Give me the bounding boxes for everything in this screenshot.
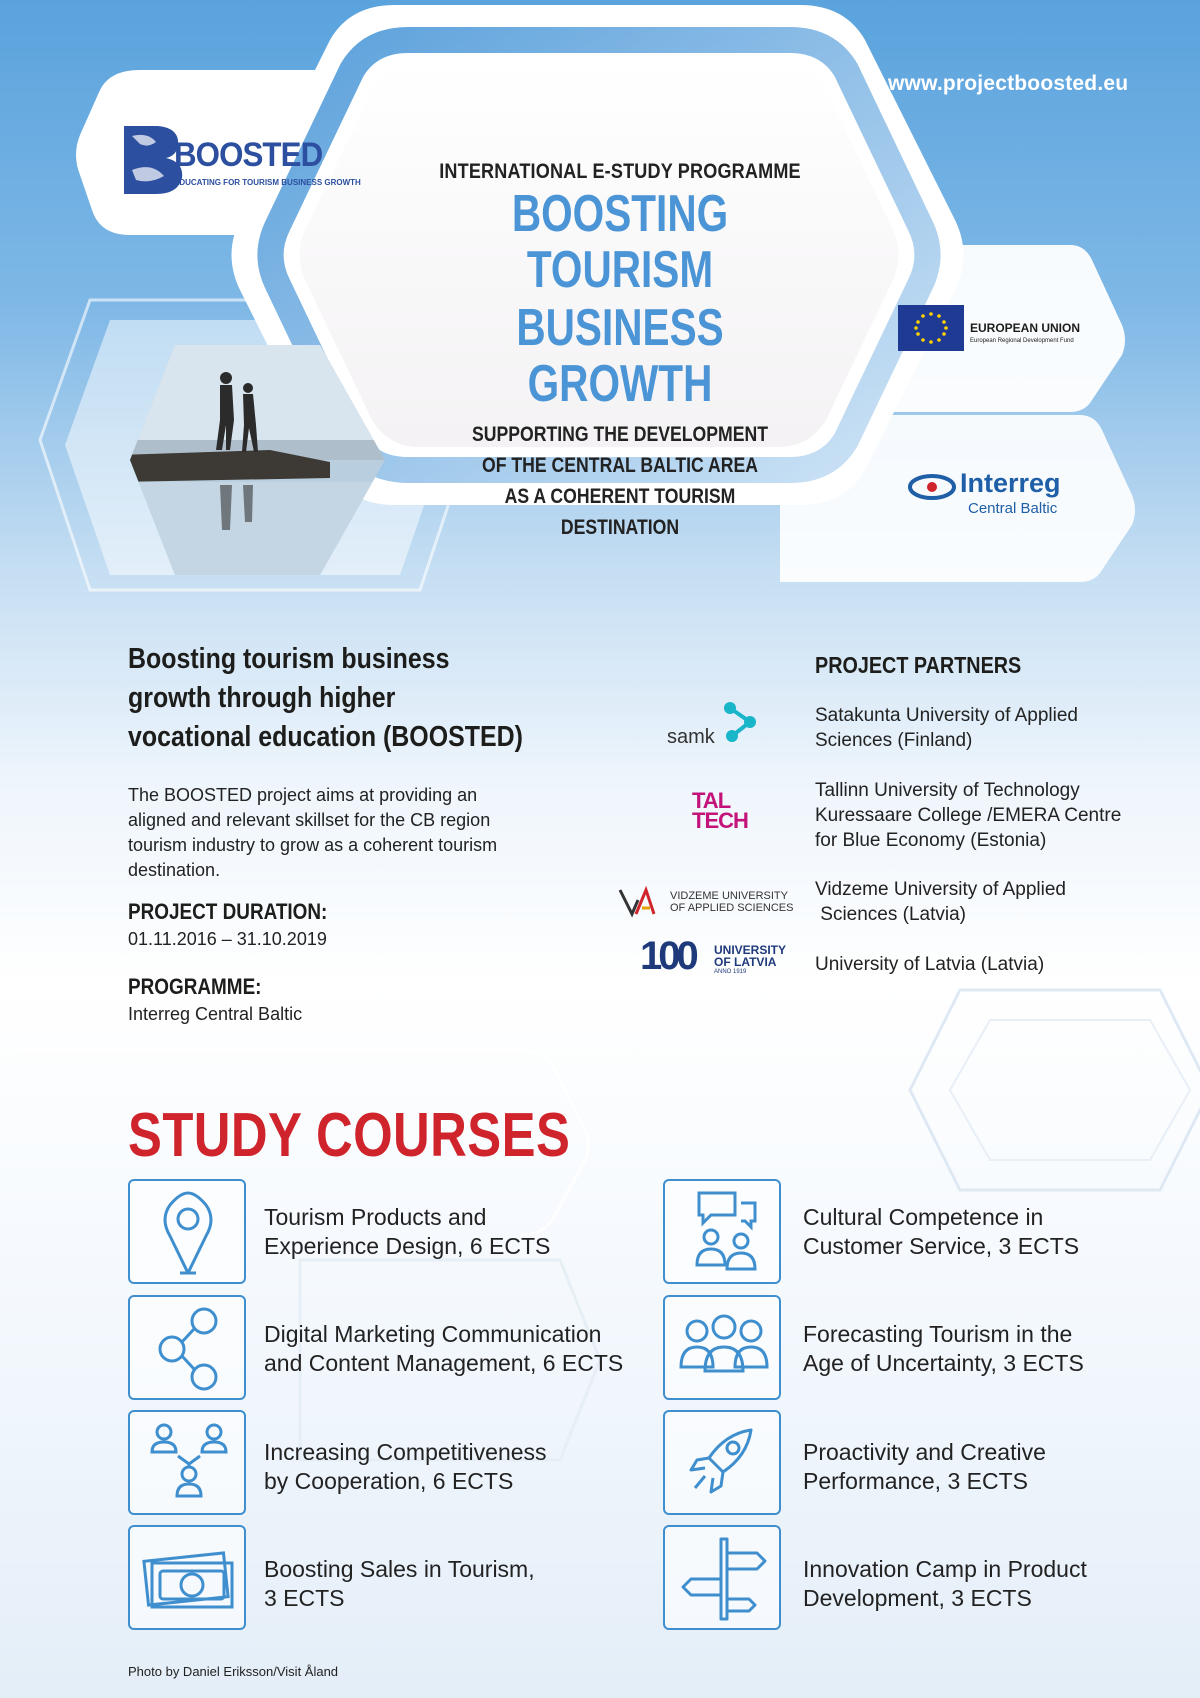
course-icon-box [663, 1295, 781, 1400]
course-title-line: and Content Management, 6 ECTS [264, 1350, 624, 1376]
eu-logo [898, 305, 1088, 353]
interreg-region: Central Baltic [968, 500, 1058, 517]
interreg-emblem-icon [908, 472, 956, 502]
hero-subtitle-line: DESTINATION [560, 516, 680, 539]
samk-logo [665, 700, 765, 750]
partner-line: Vidzeme University of Applied [815, 879, 1066, 900]
course-title-line: Increasing Competitiveness [264, 1439, 547, 1465]
programme-label: PROGRAMME: [128, 974, 262, 999]
signpost-icon [665, 1527, 783, 1632]
eu-fund: European Regional Development Fund [970, 338, 1074, 344]
taltech-logo-line: TAL [692, 788, 731, 813]
course-title-line: Proactivity and Creative [803, 1439, 1046, 1465]
course-item [264, 1203, 634, 1261]
partner-line: for Blue Economy (Estonia) [815, 830, 1047, 851]
location-pin-icon [130, 1181, 248, 1286]
course-item [803, 1320, 1173, 1378]
intro-description: The BOOSTED project aims at providing an aligned and relevant skillset for the CB region tourism industry to grow as a coherent tourism destination. [128, 785, 498, 880]
conversation-icon [665, 1181, 783, 1286]
course-item [803, 1438, 1173, 1496]
taltech-logo [692, 788, 748, 833]
course-item [264, 1320, 634, 1378]
boosted-tagline: EDUCATING FOR TOURISM BUSINESS GROWTH [174, 178, 361, 187]
latvia-wordmark [714, 944, 786, 976]
course-icon-box [663, 1410, 781, 1515]
intro-section [128, 640, 558, 1025]
boosted-logo [118, 118, 361, 198]
study-courses-heading: STUDY COURSES [128, 1101, 571, 1170]
website-url[interactable]: www.projectboosted.eu [888, 72, 1129, 95]
intro-heading-line: growth through higher [128, 682, 396, 714]
taltech-logo-line: TECH [692, 808, 748, 833]
course-icon-box [128, 1525, 246, 1630]
partners-heading: PROJECT PARTNERS [815, 652, 1022, 678]
course-item [803, 1203, 1173, 1261]
course-title-line: 3 ECTS [264, 1585, 345, 1611]
course-title-line: Age of Uncertainty, 3 ECTS [803, 1350, 1084, 1376]
share-network-icon [130, 1297, 248, 1402]
course-title-line: Digital Marketing Communication [264, 1321, 602, 1347]
duration-label: PROJECT DURATION: [128, 899, 328, 924]
intro-heading [128, 640, 523, 757]
course-item [264, 1438, 634, 1496]
partner-line: Kuressaare College /EMERA Centre [815, 805, 1122, 826]
hero-subtitle-line: OF THE CENTRAL BALTIC AREA [481, 454, 759, 477]
course-title-line: Forecasting Tourism in the [803, 1321, 1073, 1347]
interreg-logo [908, 468, 1088, 522]
partner-taltech-text [815, 778, 1145, 853]
hero-kicker: INTERNATIONAL E-STUDY PROGRAMME [439, 160, 801, 183]
banknotes-icon [130, 1527, 248, 1632]
course-item [803, 1555, 1173, 1613]
course-title-line: Boosting Sales in Tourism, [264, 1556, 535, 1582]
people-cooperation-icon [130, 1412, 248, 1517]
course-title-line: by Cooperation, 6 ECTS [264, 1468, 514, 1494]
latvia-logo-line: ANNO 1919 [714, 969, 747, 975]
course-icon-box [128, 1410, 246, 1515]
latvia-logo-line: UNIVERSITY [714, 943, 787, 957]
course-title-line: Performance, 3 ECTS [803, 1468, 1028, 1494]
vidzeme-logo-line: VIDZEME UNIVERSITY [670, 890, 788, 902]
course-title-line: Innovation Camp in Product [803, 1556, 1087, 1582]
partner-line: University of Latvia (Latvia) [815, 954, 1045, 975]
partner-vidzeme-text [815, 877, 1135, 927]
samk-dots-icon [720, 700, 760, 744]
rocket-icon [665, 1412, 783, 1517]
course-title-line: Tourism Products and [264, 1204, 487, 1230]
hero-title-line2: BUSINESS GROWTH [516, 299, 724, 413]
partner-line: Sciences (Finland) [815, 730, 973, 751]
latvia-logo-line: OF LATVIA [714, 955, 777, 969]
course-title-line: Cultural Competence in [803, 1204, 1044, 1230]
partner-latvia-text [815, 952, 1135, 977]
vidzeme-logo [618, 886, 803, 920]
boosted-wordmark: BOOSTED [174, 136, 323, 174]
hero-title-line1: BOOSTING TOURISM [511, 185, 729, 299]
group-people-icon [665, 1297, 783, 1402]
partner-line: Sciences (Latvia) [815, 904, 967, 925]
course-icon-box [128, 1179, 246, 1284]
hero-block [370, 160, 870, 544]
partner-line: Tallinn University of Technology [815, 780, 1080, 801]
course-title-line: Experience Design, 6 ECTS [264, 1233, 551, 1259]
partner-samk-text [815, 703, 1135, 753]
university-of-latvia-logo [640, 934, 800, 982]
course-icon-box [663, 1179, 781, 1284]
photo-credit: Photo by Daniel Eriksson/Visit Åland [128, 1664, 339, 1679]
course-title-line: Development, 3 ECTS [803, 1585, 1032, 1611]
vidzeme-mark-icon [618, 886, 658, 918]
vidzeme-logo-line: OF APPLIED SCIENCES [670, 902, 794, 914]
hero-subtitle-line: SUPPORTING THE DEVELOPMENT [472, 423, 768, 446]
duration-value: 01.11.2016 – 31.10.2019 [128, 929, 327, 949]
course-icon-box [663, 1525, 781, 1630]
hero-subtitle [410, 418, 830, 544]
course-icon-box [128, 1295, 246, 1400]
eu-flag-icon [898, 305, 964, 351]
intro-heading-line: Boosting tourism business [128, 643, 450, 675]
samk-wordmark: samk [667, 726, 715, 748]
partner-line: Satakunta University of Applied [815, 705, 1078, 726]
vidzeme-wordmark [670, 890, 793, 914]
course-item [264, 1555, 634, 1613]
programme-value: Interreg Central Baltic [128, 1004, 303, 1024]
intro-heading-line: vocational education (BOOSTED) [128, 721, 523, 753]
course-title-line: Customer Service, 3 ECTS [803, 1233, 1080, 1259]
interreg-name: Interreg [960, 468, 1061, 498]
eu-name: EUROPEAN UNION [970, 321, 1081, 335]
hero-subtitle-line: AS A COHERENT TOURISM [504, 485, 736, 508]
latvia-100-mark: 100 [640, 934, 695, 978]
